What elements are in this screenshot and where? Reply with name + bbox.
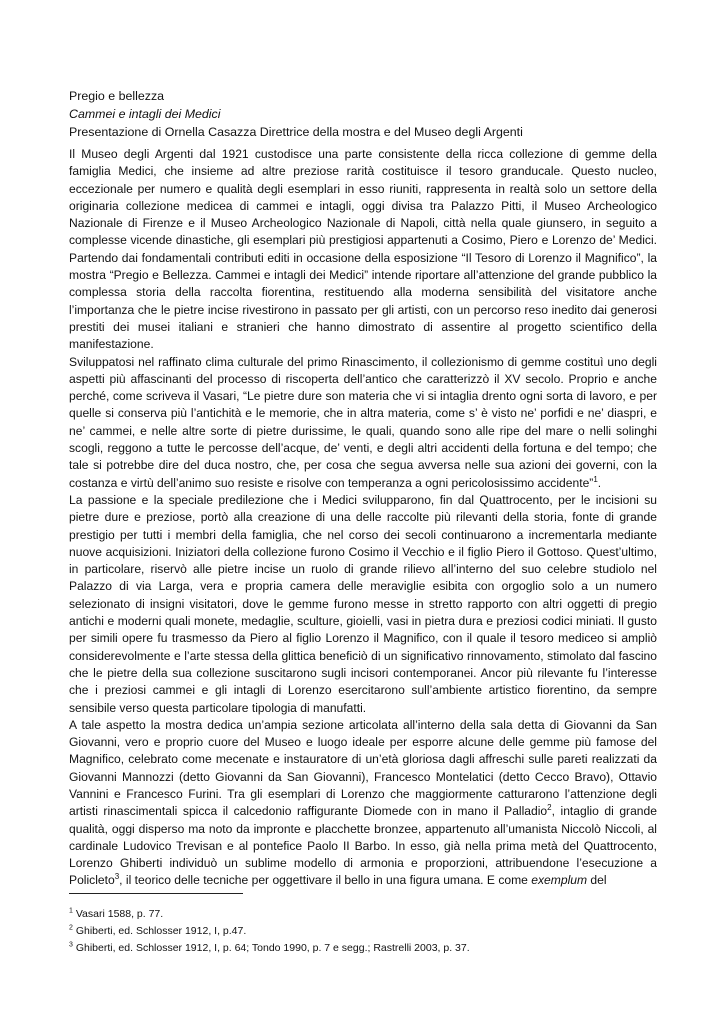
paragraph-3: La passione e la speciale predilezione che i Medici svilupparono, fin dal Quattrocento, per le incisioni su pietre dure e preziose, portò alla creazione di una delle raccolte più rilevanti della storia, fonte di grande prestigio per tutti i membri della famiglia, che nel corso dei secoli continuarono a incrementarla mediante nuove acquisizioni. Iniziatori della collezione furono Cosimo il Vecchio e il figlio Piero il Gottoso. Quest’ultimo, in particolare, riservò alle pietre incise un ruolo di grande rilievo all’interno del suo celebre studiolo nel Palazzo di via Larga, vera e propria camera delle meraviglie esibita con orgoglio solo a un numero selezionato di insigni visitatori, dove le gemme furono messe in stretto rapporto con altri oggetti di pregio antichi e moderni quali monete, medaglie, sculture, gioielli, vasi in pietra dura e preziosi codici miniati. Il gusto per simili opere fu trasmesso da Piero al figlio Lorenzo il Magnifico, con il quale il tesoro mediceo si ampliò considerevolmente e l’arte stessa della glittica beneficiò di un significativo rinnovamento, stimolato dal fascino che le pietre della sua collezione suscitarono sugli incisori contemporanei. Ancor più rilevante fu l’interesse che i preziosi cammei e gli intagli di Lorenzo esercitarono sull’ambiente artistico fiorentino, da sempre sensibile verso questa particolare tipologia di manufatti. [69,492,657,715]
footnote-number: 2 [69,924,73,932]
paragraph-2-end: . [597,475,602,490]
paragraph-2-text: Sviluppatosi nel raffinato clima culturale del primo Rinascimento, il collezionismo di gemme costituì uno degli aspetti più affascinanti del processo di riscoperta dell’antico che caratterizzò il XV secolo. Proprio e anche perché, come scriveva il Vasari, “Le pietre dure son materia che vi si intaglia drento ogni sorta di lavoro, e per quelle si conserva più l’antichità e le memorie, che in altra materia, come s’ è visto ne’ porfidi e ne’ diaspri, e ne’ cammei, e nelle altre sorte di pietre durissime, le quali, quando sono alle ripe del mare o nelli solinghi scogli, reggono a tutte le percosse dell’acque, de’ venti, e degli altri accidenti della fortuna e del tempo; che tale si potrebbe dire del duca nostro, che, per cosa che segua avversa nelle sua azioni dei governi, con la costanza e virtù dell’animo suo resiste e risolve con temperanza a ogni pericolosissimo accidente” [69,354,657,490]
footnote-ref-1: 1 [593,474,598,484]
paragraph-4 [69,717,657,890]
footnote-3 [69,941,470,955]
footnote-number: 3 [69,941,73,949]
footnote-number: 1 [69,907,73,915]
footnote-separator [69,893,243,894]
paragraph-4-text-d: del [587,873,607,888]
paragraph-4-text-b: , intaglio di grande qualità, oggi disperso ma noto da impronte e placchette bronzee, appartenuto all’umanista Niccolò Niccoli, al cardinale Ludovico Trevisan e al pontefice Paolo II Barbo. In esso, già nella prima metà del Quattrocento, Lorenzo Ghiberti individuò un sublime modello di armonia e proporzioni, attribuendone l’esecuzione a Policleto [69,804,657,888]
paragraph-4-text-a: A tale aspetto la mostra dedica un’ampia sezione articolata all’interno della sala detta di Giovanni da San Giovanni, vero e proprio cuore del Museo e luogo ideale per esporre alcune delle gemme più famose del Magnifico, celebrato come mecenate e instauratore di un’età gloriosa dagli affreschi sulle pareti realizzati da Giovanni Mannozzi (detto Giovanni da San Giovanni), Francesco Montelatici (detto Cecco Bravo), Ottavio Vannini e Francesco Furini. Tra gli esemplari di Lorenzo che maggiormente catturarono l’attenzione degli artisti rinascimentali spicca il calcedonio raffigurante Diomede con in mano il Palladio [69,717,657,819]
footnote-1 [69,907,163,921]
document-byline: Presentazione di Ornella Casazza Direttrice della mostra e del Museo degli Argenti [69,125,523,139]
document-body [69,146,657,890]
footnote-text: Ghiberti, ed. Schlosser 1912, I, p. 64; Tondo 1990, p. 7 e segg.; Rastrelli 2003, p. 37. [75,942,470,954]
paragraph-4-text-c: , il teorico delle tecniche per oggettivare il bello in una figura umana. E come [119,873,532,888]
paragraph-1: Il Museo degli Argenti dal 1921 custodisce una parte consistente della ricca collezione di gemme della famiglia Medici, che insieme ad altre preziose rarità costituisce il tesoro granducale. Questo nucleo, eccezionale per numero e qualità degli esemplari in esso riuniti, rappresenta in realtà solo un settore della originaria collezione medicea di cammei e intagli, oggi divisa tra Palazzo Pitti, il Museo Archeologico Nazionale di Firenze e il Museo Archeologico Nazionale di Napoli, città nella quale giunsero, in seguito a complesse vicende dinastiche, gli esemplari più prestigiosi appartenuti a Cosimo, Piero e Lorenzo de’ Medici. Partendo dai fondamentali contributi editi in occasione della esposizione “Il Tesoro di Lorenzo il Magnifico”, la mostra “Pregio e Bellezza. Cammei e intagli dei Medici” intende riportare all’attenzione del grande pubblico la complessa storia della raccolta fiorentina, restituendo alla moderna sensibilità del visitatore anche l’importanza che le pietre incise rivestirono in passato per gli artisti, con un percorso reso inedito dai generosi prestiti dei musei italiani e stranieri che hanno dimostrato di assentire al progetto scientifico della manifestazione. [69,147,657,352]
document-title: Pregio e bellezza [69,89,165,103]
paragraph-2 [69,354,657,492]
footnote-ref-3: 3 [114,872,120,882]
paragraph-4-emphasis: exemplum [531,873,588,888]
footnote-2 [69,924,246,938]
footnote-text: Vasari 1588, p. 77. [75,908,164,920]
document-subtitle: Cammei e intagli dei Medici [69,107,221,121]
footnote-text: Ghiberti, ed. Schlosser 1912, I, p.47. [75,925,247,937]
footnote-ref-2: 2 [547,803,552,813]
